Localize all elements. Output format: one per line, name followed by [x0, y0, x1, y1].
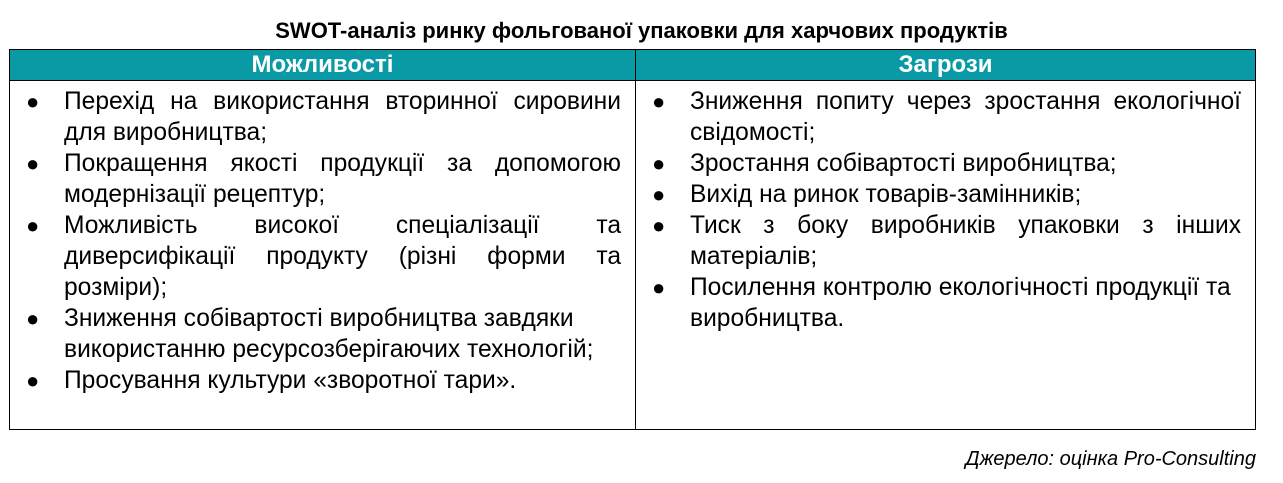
list-item-text: Тиск з боку виробників упаковки з інших матеріалів; — [690, 212, 1241, 270]
document-title: SWOT-аналіз ринку фольгованої упаковки для харчових продуктів — [275, 18, 1008, 43]
list-item-text: Зниження попиту через зростання екологічної свідомості; — [690, 88, 1241, 146]
bullet-icon: ● — [652, 275, 666, 300]
list-item-text: Можливість високої спеціалізації та диверсифікації продукту (різні форми та розміри); — [64, 212, 621, 301]
threats-cell — [636, 81, 1256, 430]
bullet-icon: ● — [652, 89, 666, 114]
bullet-icon: ● — [652, 182, 666, 207]
bullet-icon: ● — [26, 306, 40, 331]
list-item — [22, 365, 621, 396]
list-item-text: Перехід на використання вторинної сировини для виробництва; — [64, 88, 621, 146]
list-item — [648, 179, 1241, 210]
table-header-row — [10, 50, 1256, 81]
bullet-icon: ● — [652, 213, 666, 238]
bullet-icon: ● — [26, 89, 40, 114]
bullet-icon: ● — [26, 213, 40, 238]
bullet-icon: ● — [26, 151, 40, 176]
opportunities-heading: Можливості — [10, 50, 636, 81]
list-item — [22, 210, 621, 303]
list-item — [648, 210, 1241, 272]
list-item-text: Зниження собівартості виробництва завдяки використанню ресурсозберігаючих технологій; — [64, 305, 594, 363]
bullet-icon: ● — [26, 368, 40, 393]
swot-table — [9, 49, 1256, 430]
list-item — [22, 303, 621, 365]
list-item-text: Вихід на ринок товарів-замінників; — [690, 181, 1082, 208]
opportunities-cell — [10, 81, 636, 430]
list-item-text: Посилення контролю екологічності продукції та виробництва. — [690, 274, 1231, 332]
list-item-text: Просування культури «зворотної тари». — [64, 367, 517, 394]
list-item — [648, 272, 1241, 334]
list-item — [22, 86, 621, 148]
opportunities-list — [22, 86, 621, 396]
list-item — [648, 86, 1241, 148]
list-item — [648, 148, 1241, 179]
list-item-text: Зростання собівартості виробництва; — [690, 150, 1117, 177]
list-item — [22, 148, 621, 210]
bullet-icon: ● — [652, 151, 666, 176]
list-item-text: Покращення якості продукції за допомогою модернізації рецептур; — [64, 150, 621, 208]
source-note: Джерело: оцінка Pro-Consulting — [965, 448, 1256, 470]
threats-heading: Загрози — [636, 50, 1256, 81]
table-body-row — [10, 81, 1256, 430]
threats-list — [648, 86, 1241, 334]
